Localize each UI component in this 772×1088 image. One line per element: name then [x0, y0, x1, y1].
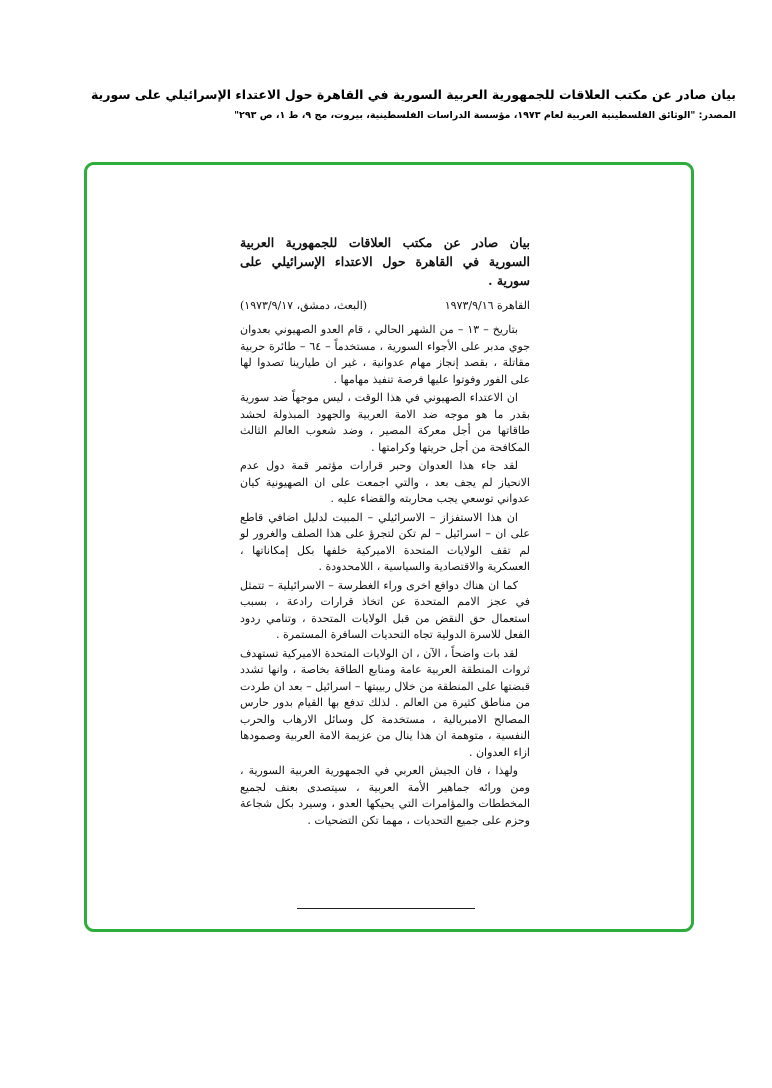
dateline [240, 298, 530, 314]
paragraph-3: لقد جاء هذا العدوان وحبر قرارات مؤتمر قمة دول عدم الانحياز لم يجف بعد ، والتي اجمعت على ان الصهيونية كيان عدواني توسعي يجب محاربته والقضاء عليه . [240, 459, 530, 505]
paragraph-7: ولهذا ، فان الجيش العربي في الجمهورية العربية السورية ، ومن ورائه جماهير الأمة العربية ، سيتصدى بعنف لجميع المخططات والمؤامرات التي يحيكها العدو ، وسيرد بكل شجاعة وحزم على جميع التحديات ، مهما تكن التضحيات . [240, 764, 530, 827]
paragraph-5: كما ان هناك دوافع اخرى وراء الغطرسة – الاسرائيلية – تتمثل في عجز الامم المتحدة عن اتخاذ قرارات رادعة ، بسبب استعمال حق النقض من قبل الولايات المتحدة ، وتنامي ردود الفعل للاسرة الدولية تجاه التحديات السافرة المستمرة . [240, 578, 530, 641]
dateline-source: (البعث، دمشق، ١٩٧٣/٩/١٧) [240, 299, 368, 312]
source-citation: المصدر: "الوثائق الفلسطينية العربية لعام ١٩٧٣، مؤسسة الدراسات الفلسطينية، بيروت، مج ٩، ط ١، ص ٢٩٣" [234, 110, 736, 121]
document-title: بيان صادر عن مكتب العلاقات للجمهورية العربية السورية في القاهرة حول الاعتداء الإسرائيلي على سورية . [240, 235, 530, 288]
dateline-place: القاهرة ١٩٧٣/٩/١٦ [444, 299, 530, 312]
paragraph-6: لقد بات واضحاً ، الآن ، ان الولايات المتحدة الاميركية تستهدف ثروات المنطقة العربية عامة ومنابع الطاقة بخاصة ، وانها تشدد قبضتها على المنطقة من خلال ربيبتها – اسرائيل – بعد ان طردت من مناطق كثيرة من العالم . لذلك تدفع بها القيام بدور حارس المصالح الامبريالية ، مستخدمة كل وسائل الارهاب والحرب النفسية ، متوهمة ان هذا ينال من عزيمة الامة العربية وصمودها ازاء العدوان . [240, 646, 530, 759]
paragraph-4: ان هذا الاستفزاز – الاسرائيلي – المبيت لدليل اضافي قاطع على ان – اسرائيل – لم تكن لتجرؤ على هذا الصلف والغرور لو لم تقف الولايات المتحدة الاميركية خلفها بكل إمكاناتها ، العسكرية والاقتصادية والسياسية ، اللامحدودة . [240, 510, 530, 573]
paragraph-2: ان الاعتداء الصهيوني في هذا الوقت ، ليس موجهاً ضد سورية بقدر ما هو موجه ضد الامة العربية والجهود المبذولة لحشد طاقاتها من أجل معركة المصير ، وضد شعوب العالم الثالث المكافحة من أجل حريتها وكرامتها . [240, 391, 530, 454]
document-scan-text [240, 233, 530, 831]
page-header [40, 86, 736, 123]
closing-rule [297, 908, 475, 909]
paragraph-1: بتاريخ – ١٣ – من الشهر الحالي ، قام العدو الصهيوني بعدوان جوي مدبر على الأجواء السورية ، مستخدماً – ٦٤ – طائرة حربية مقاتلة ، بقصد إنجاز مهام عدوانية ، غير ان طيارينا تصدوا لها على الفور وفوتوا عليها فرصة تنفيذ مهامها . [240, 323, 530, 386]
page-title: بيان صادر عن مكتب العلاقات للجمهورية العربية السورية في القاهرة حول الاعتداء الإسرائيلي على سورية [90, 87, 736, 102]
